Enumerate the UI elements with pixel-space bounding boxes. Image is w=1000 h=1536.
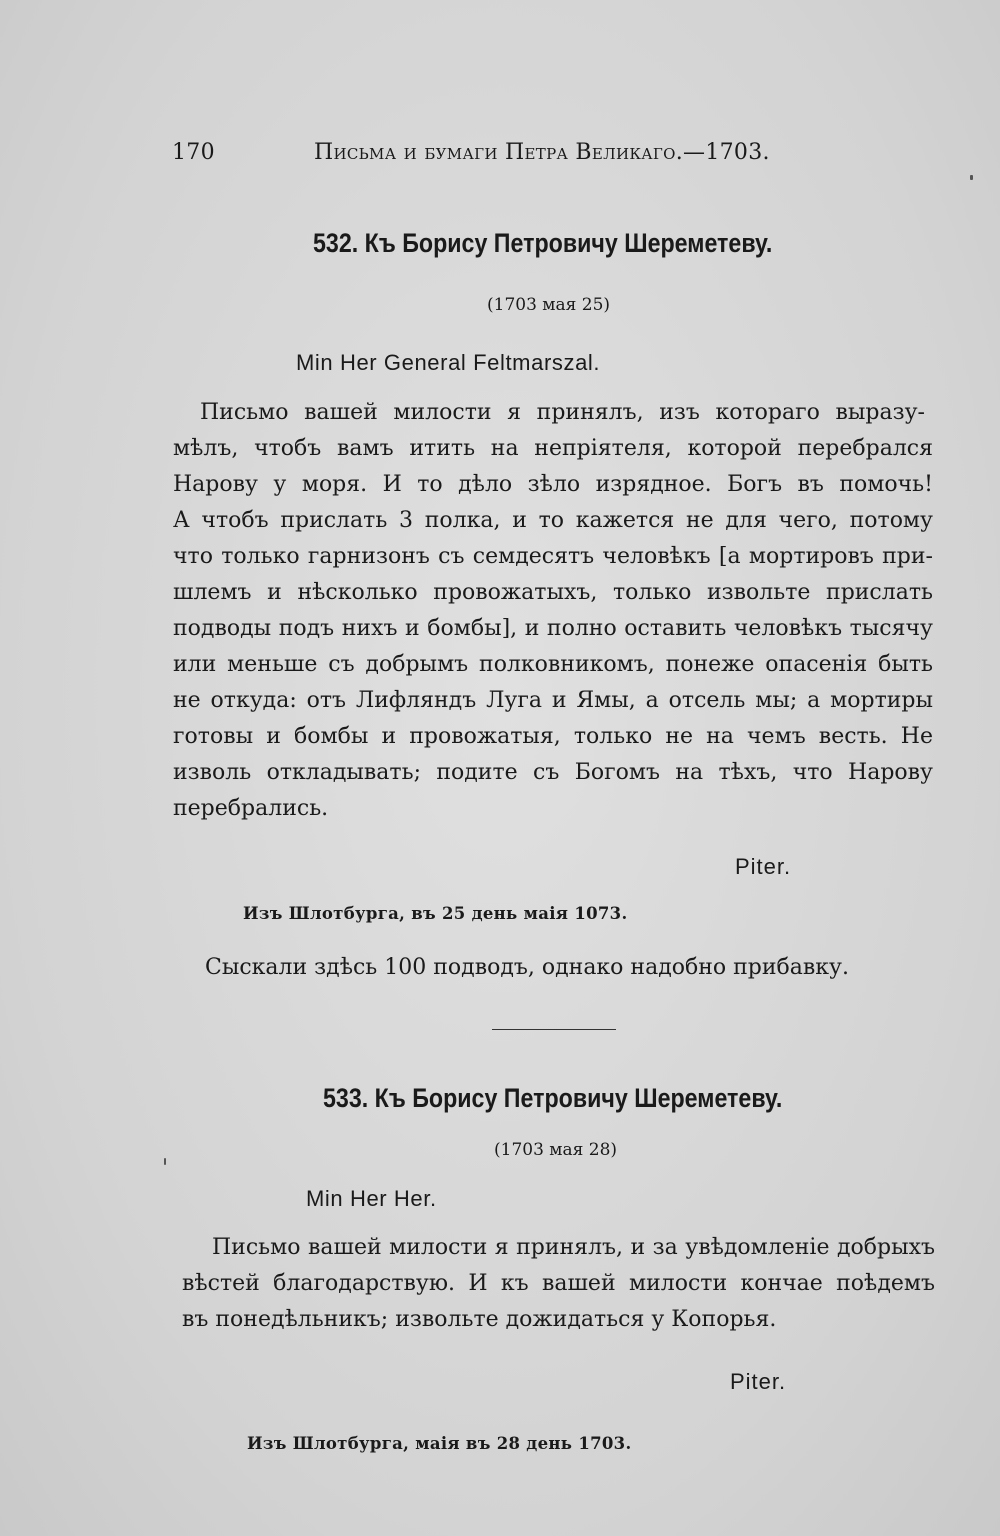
body-line: Письмо вашей милости я принялъ, изъ котораго выразу-: [200, 400, 925, 425]
letter-title: 532. Къ Борису Петровичу Шереметеву.: [313, 228, 773, 258]
body-line: вѣстей благодарствую. И къ вашей милости кончае поѣдемъ: [182, 1271, 935, 1296]
postscript: Сыскали здѣсь 100 подводъ, однако надобно прибавку.: [205, 955, 849, 980]
letter-title: 533. Къ Борису Петровичу Шереметеву.: [323, 1083, 783, 1113]
body-line: перебрались.: [173, 796, 329, 821]
letter-date: (1703 мая 25): [487, 295, 611, 315]
body-line: готовы и бомбы и провожатыя, только не на чемъ весть. Не: [173, 724, 933, 749]
body-line: или меньше съ добрымъ полковникомъ, понеже опасенія быть: [173, 652, 933, 677]
body-line: А чтобъ прислать 3 полка, и то кажется не для чего, потому: [173, 508, 933, 533]
body-line: подводы подъ нихъ и бомбы], и полно оставить человѣкъ тысячу: [173, 616, 933, 641]
letter-origin: Изъ Шлотбурга, въ 25 день маія 1073.: [243, 904, 628, 923]
body-line: шлемъ и нѣсколько провожатыхъ, только извольте прислать: [173, 580, 933, 605]
paper-speck: [970, 175, 973, 180]
signature: Piter.: [735, 854, 792, 879]
body-line: изволь откладывать; подите съ Богомъ на тѣхъ, что Нарову: [173, 760, 933, 785]
body-line: въ понедѣльникъ; извольте дожидаться у Копорья.: [182, 1307, 777, 1332]
salutation: Min Her General Feltmarszal.: [296, 350, 601, 375]
body-line: мѣлъ, чтобъ вамъ итить на непріятеля, которой перебрался: [173, 436, 933, 461]
section-divider: [492, 1029, 616, 1030]
body-line: что только гарнизонъ съ семдесятъ человѣкъ [а мортировъ при-: [173, 544, 933, 569]
salutation: Min Her Her.: [306, 1186, 437, 1211]
letter-date: (1703 мая 28): [494, 1140, 618, 1160]
page-number: 170: [172, 140, 215, 165]
running-head-title: Письма и бумаги Петра Великаго.—1703.: [314, 140, 770, 165]
body-line: Нарову у моря. И то дѣло зѣло изрядное. Богъ въ помочь!: [173, 472, 933, 497]
signature: Piter.: [730, 1369, 787, 1394]
body-line: не откуда: отъ Лифляндъ Луга и Ямы, а отсель мы; а мортиры: [173, 688, 933, 713]
body-line: Письмо вашей милости я принялъ, и за увѣдомленіе добрыхъ: [212, 1235, 935, 1260]
paper-speck: [164, 1158, 166, 1165]
letter-origin: Изъ Шлотбурга, маія въ 28 день 1703.: [247, 1434, 632, 1453]
